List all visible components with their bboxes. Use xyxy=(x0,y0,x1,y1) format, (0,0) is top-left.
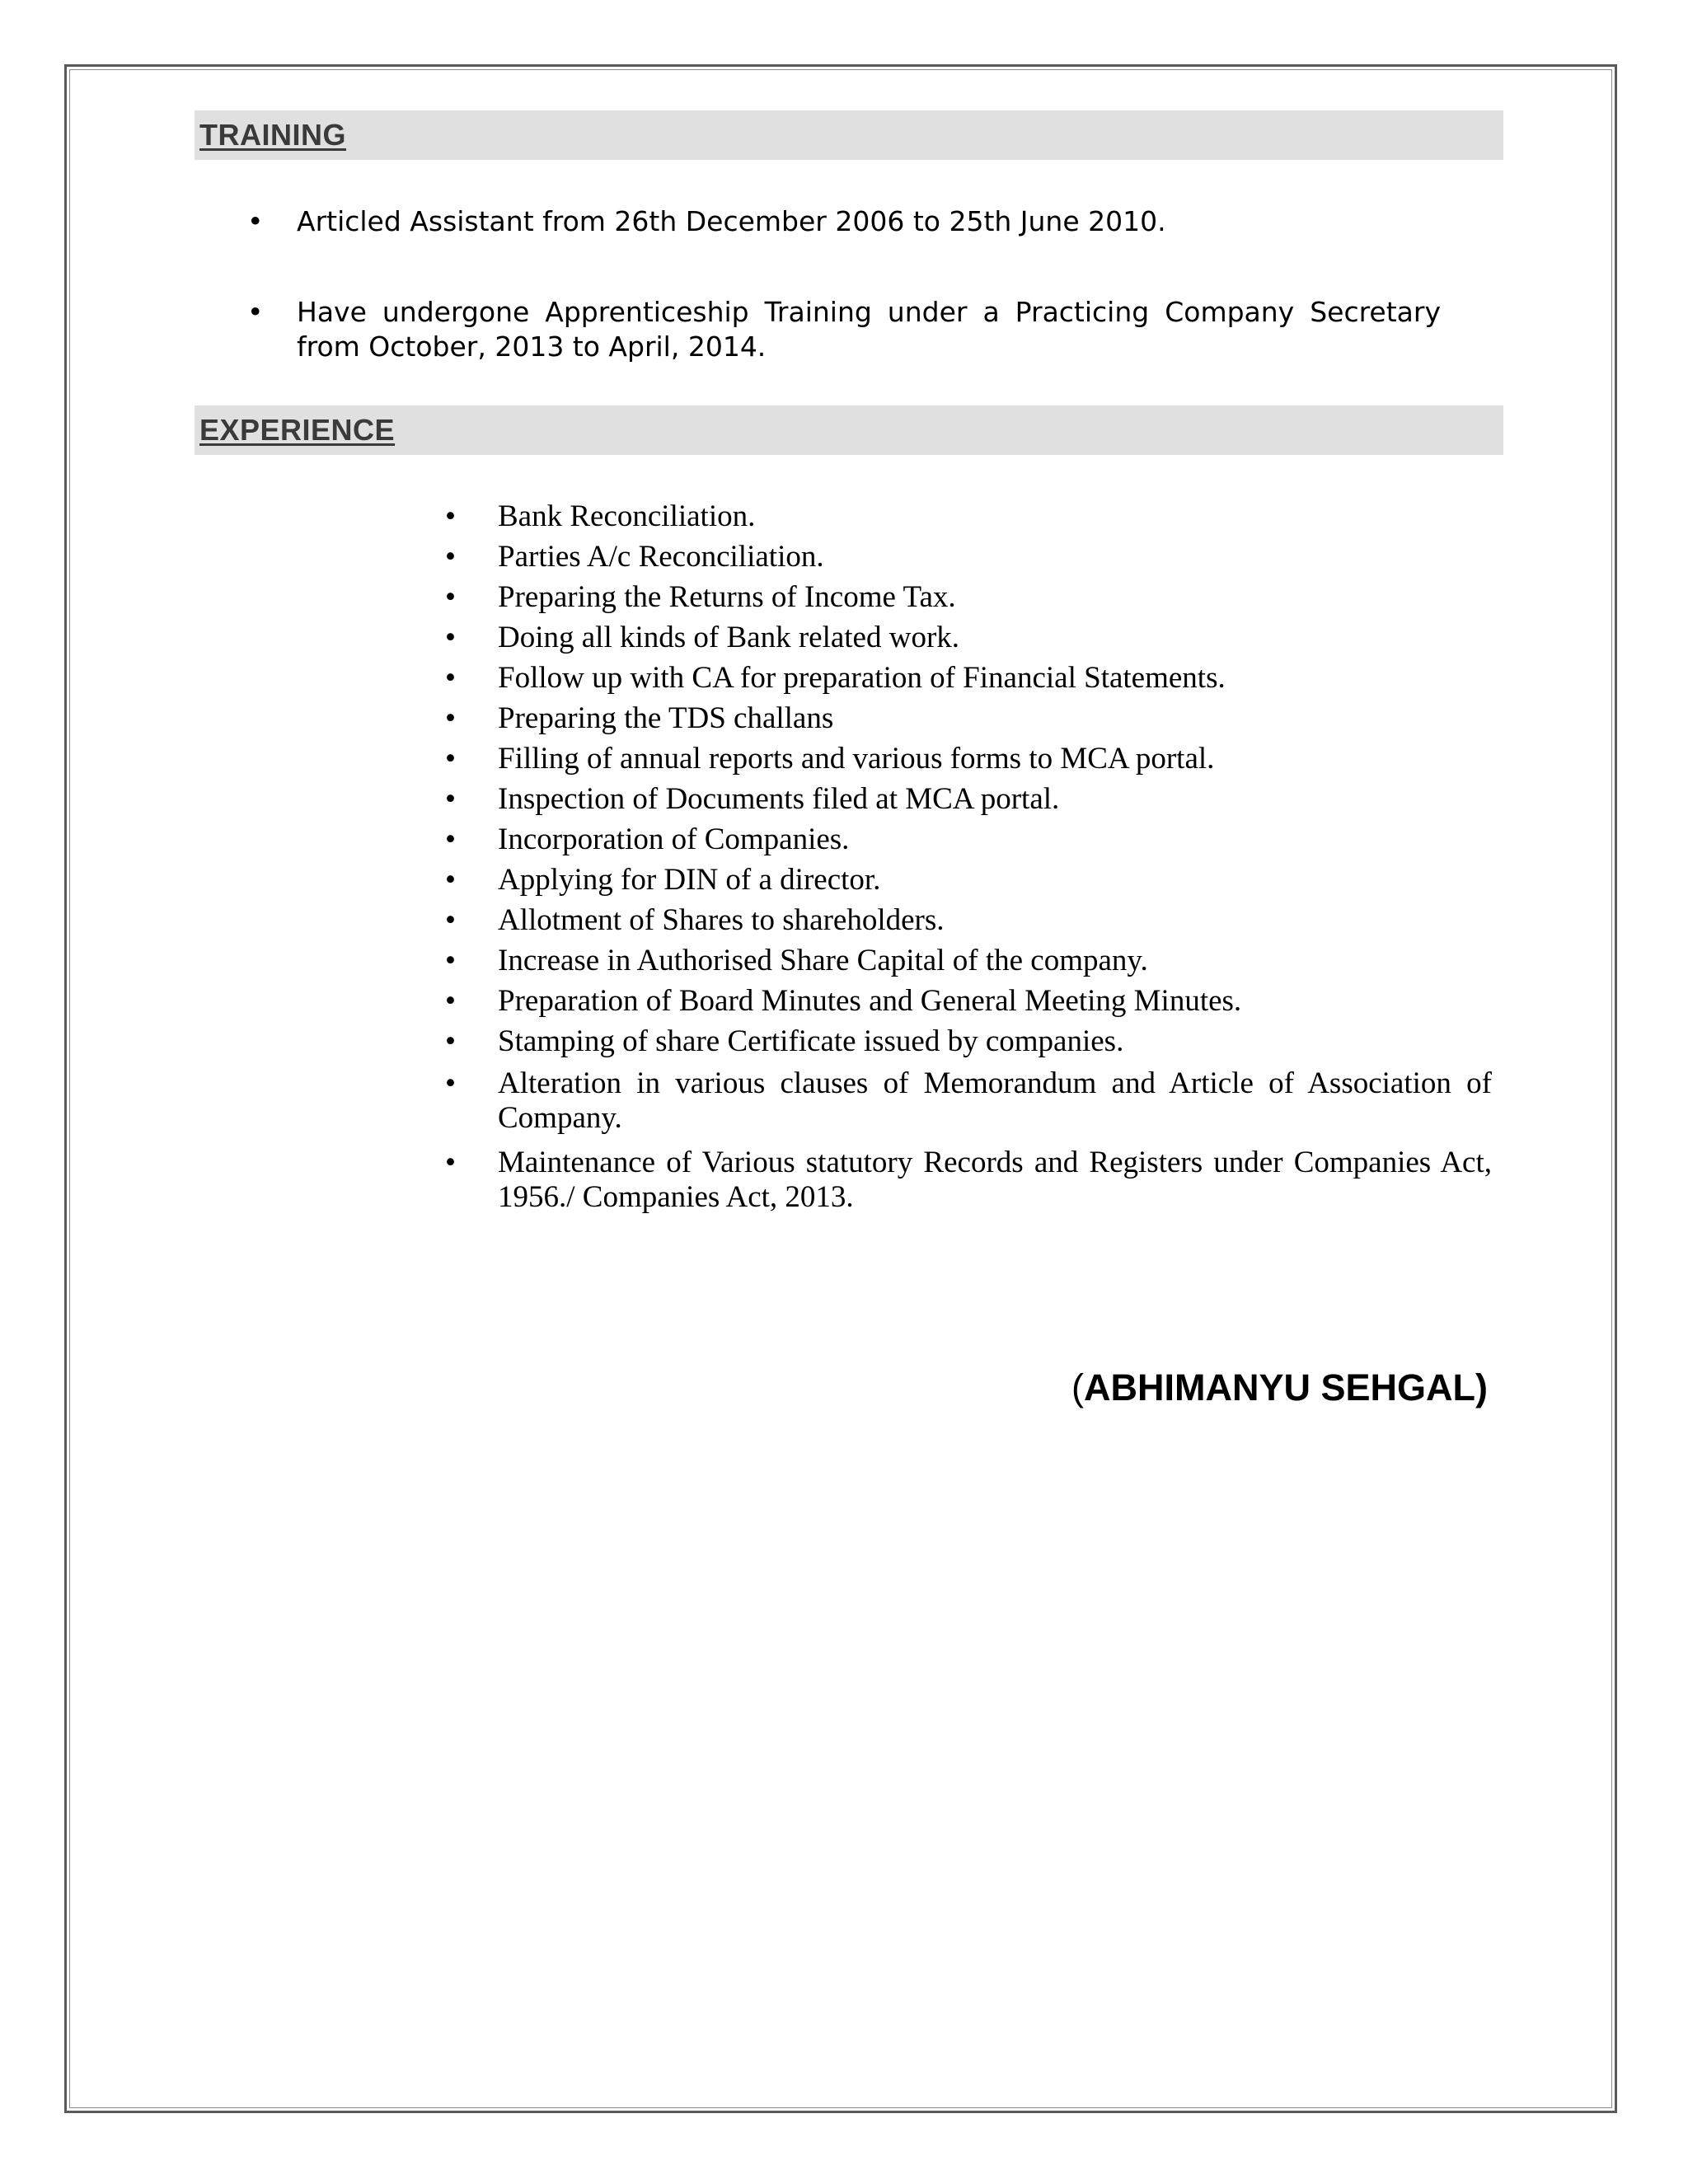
bullet-icon: • xyxy=(445,1146,456,1179)
bullet-icon: • xyxy=(445,823,456,856)
experience-list xyxy=(445,496,1492,1225)
bullet-icon: • xyxy=(445,984,456,1018)
signature-name: ABHIMANYU SEHGAL) xyxy=(1084,1366,1488,1408)
list-item-text: Applying for DIN of a director. xyxy=(498,863,881,897)
list-item-text: Maintenance of Various statutory Records and Registers under Companies Act, 1956./ Companies Act, 2013. xyxy=(498,1146,1492,1214)
list-item xyxy=(445,819,1492,860)
list-item-text: Stamping of share Certificate issued by companies. xyxy=(498,1024,1124,1058)
list-item-text: Increase in Authorised Share Capital of the company. xyxy=(498,944,1148,977)
bullet-icon: • xyxy=(445,580,456,614)
list-item xyxy=(445,577,1492,617)
list-item-text: Parties A/c Reconciliation. xyxy=(498,540,824,574)
list-item xyxy=(445,617,1492,658)
experience-section-header xyxy=(195,405,1503,455)
list-item xyxy=(445,698,1492,738)
list-item-text: Inspection of Documents filed at MCA portal. xyxy=(498,782,1060,816)
list-item xyxy=(445,738,1492,779)
experience-heading: EXPERIENCE xyxy=(199,413,396,447)
list-item-text: Follow up with CA for preparation of Financial Statements. xyxy=(498,661,1226,695)
list-item xyxy=(445,1066,1492,1136)
signature xyxy=(1071,1366,1488,1409)
bullet-icon: • xyxy=(445,863,456,897)
list-item xyxy=(445,1146,1492,1215)
training-item xyxy=(247,295,1441,364)
bullet-icon: • xyxy=(247,296,264,328)
training-heading: TRAINING xyxy=(199,118,346,152)
list-item-text: Allotment of Shares to shareholders. xyxy=(498,903,945,937)
list-item-text: Bank Reconciliation. xyxy=(498,499,756,533)
list-item xyxy=(445,860,1492,900)
bullet-icon: • xyxy=(247,205,264,237)
bullet-icon: • xyxy=(445,661,456,695)
list-item xyxy=(445,537,1492,577)
list-item-text: Doing all kinds of Bank related work. xyxy=(498,621,960,654)
list-item-text: Filling of annual reports and various forms to MCA portal. xyxy=(498,742,1215,776)
list-item-text: Preparation of Board Minutes and General Meeting Minutes. xyxy=(498,984,1242,1018)
list-item xyxy=(445,1021,1492,1062)
training-item-text: Articled Assistant from 26th December 2006 to 25th June 2010. xyxy=(297,205,1166,237)
list-item-text: Preparing the TDS challans xyxy=(498,701,834,735)
list-item xyxy=(445,900,1492,940)
signature-open-paren: ( xyxy=(1071,1366,1084,1408)
list-item-text: Incorporation of Companies. xyxy=(498,823,850,856)
bullet-icon: • xyxy=(445,1066,456,1100)
training-item xyxy=(247,204,1441,239)
bullet-icon: • xyxy=(445,1024,456,1058)
list-item xyxy=(445,981,1492,1021)
list-item xyxy=(445,940,1492,981)
bullet-icon: • xyxy=(445,499,456,533)
list-item xyxy=(445,496,1492,537)
list-item-text: Alteration in various clauses of Memorandum and Article of Association of Company. xyxy=(498,1066,1492,1135)
list-item xyxy=(445,658,1492,698)
bullet-icon: • xyxy=(445,540,456,574)
bullet-icon: • xyxy=(445,944,456,977)
bullet-icon: • xyxy=(445,742,456,776)
bullet-icon: • xyxy=(445,701,456,735)
bullet-icon: • xyxy=(445,903,456,937)
bullet-icon: • xyxy=(445,782,456,816)
training-item-text: Have undergone Apprenticeship Training under a Practicing Company Secretary from October, 2013 to April, 2014. xyxy=(297,296,1441,363)
training-section-header xyxy=(195,110,1503,160)
list-item-text: Preparing the Returns of Income Tax. xyxy=(498,580,956,614)
bullet-icon: • xyxy=(445,621,456,654)
list-item xyxy=(445,779,1492,819)
